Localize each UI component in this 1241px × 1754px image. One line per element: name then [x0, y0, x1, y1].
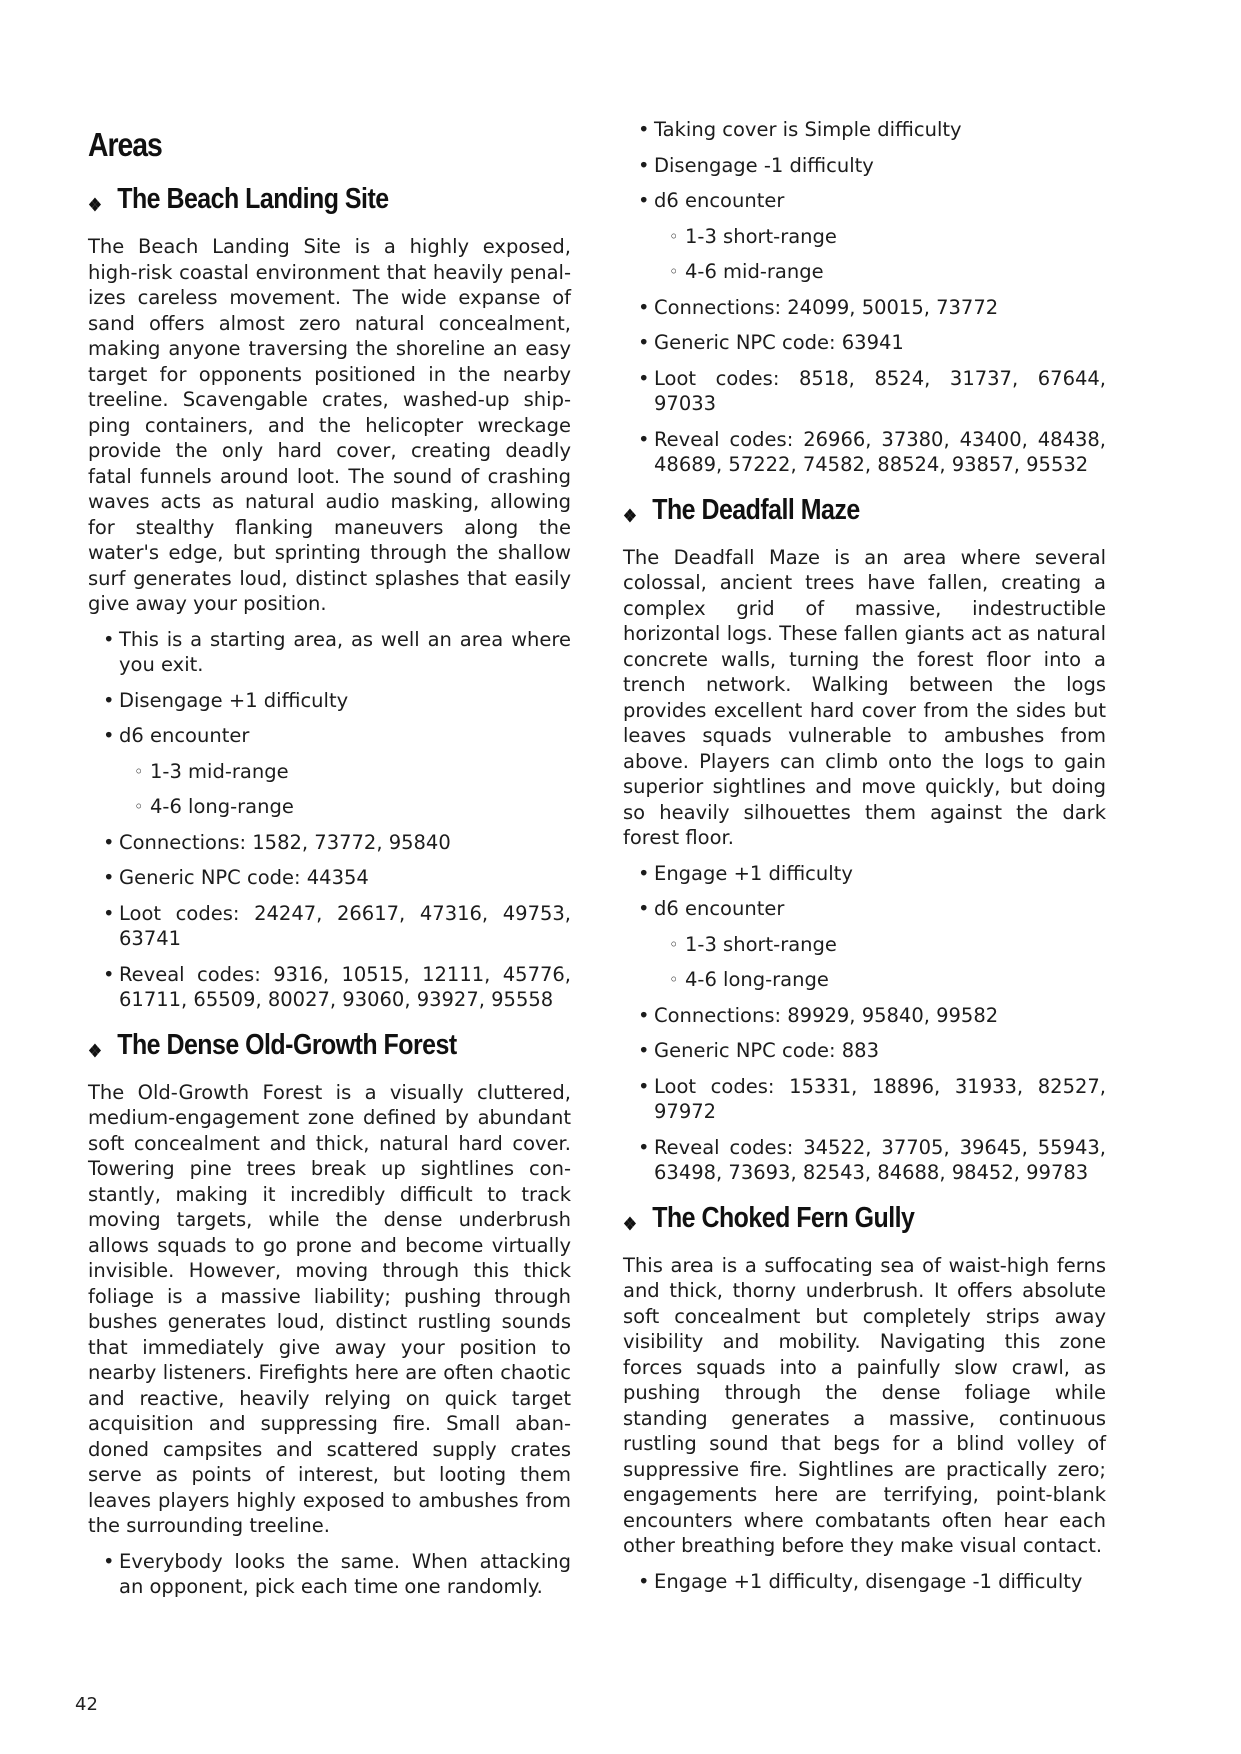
section-heading-text: The Dense Old-Growth Forest: [117, 1028, 457, 1061]
left-sections: [88, 181, 571, 1600]
page-number: 42: [75, 1694, 98, 1715]
list-item: • Loot codes: 8518, 8524, 31737, 67644, 97033: [623, 366, 1106, 417]
section-heading-text: The Beach Landing Site: [117, 183, 389, 215]
sub-list-item: ◦ 4-6 long-range: [88, 794, 571, 820]
list-item: • Loot codes: 24247, 26617, 47316, 49753, 63741: [88, 901, 571, 952]
sub-list-item: ◦ 1-3 mid-range: [88, 759, 571, 785]
bullet-list: [88, 1549, 571, 1600]
list-item: • Engage +1 difficulty: [623, 861, 1106, 887]
list-item: • Engage +1 difficulty, disengage -1 difficulty: [623, 1569, 1106, 1595]
section-heading-inner: [88, 1027, 457, 1066]
list-item: • Generic NPC code: 44354: [88, 865, 571, 891]
diamond-ornament-icon: ❖: [88, 1040, 102, 1061]
section-heading-inner: [88, 181, 389, 220]
bullet-list: [88, 627, 571, 1013]
list-item: • Connections: 1582, 73772, 95840: [88, 830, 571, 856]
list-item: • Reveal codes: 9316, 10515, 12111, 45776, 61711, 65509, 80027, 93060, 93927, 95558: [88, 962, 571, 1013]
section-heading: [88, 1027, 571, 1066]
right-column: [623, 117, 1106, 1604]
list-item: • Reveal codes: 26966, 37380, 43400, 48438, 48689, 57222, 74582, 88524, 93857, 95532: [623, 427, 1106, 478]
sub-list-item: ◦ 4-6 long-range: [623, 967, 1106, 993]
diamond-ornament-icon: ❖: [623, 505, 637, 526]
list-item: • Loot codes: 15331, 18896, 31933, 82527, 97972: [623, 1074, 1106, 1125]
section-paragraph: The Old-Growth Forest is a visually cluttered, medium-engagement zone defined by abundant soft concealment and thick, natural hard cover. Towering pine trees break up sightlines constantly, making it incredibly difficult to track moving targets, while the dense underbrush allows squads to go prone and become virtually invisible. However, moving through this thick foliage is a massive liability; pushing through bushes generates loud, distinct rustling sounds that immediately give away your position to nearby listeners. Firefights here are often chaotic and reactive, heavily relying on quick target acquisition and suppressing fire. Small abandoned campsites and scattered supply crates serve as points of interest, but looting them leaves players highly exposed to ambushes from the surrounding treeline.: [88, 1080, 571, 1537]
sub-list-item: ◦ 4-6 mid-range: [623, 259, 1106, 285]
section-heading-inner: [623, 1200, 914, 1239]
right-sections: [623, 492, 1106, 1595]
continued-bullet-list: [623, 117, 1106, 478]
list-item: • d6 encounter: [88, 723, 571, 749]
section-heading: [88, 181, 571, 220]
left-column: [88, 125, 571, 1610]
list-item: • Disengage -1 difficulty: [623, 153, 1106, 179]
diamond-ornament-icon: ❖: [88, 195, 102, 215]
section-paragraph: The Beach Landing Site is a highly exposed, high-risk coastal environment that heavily penalizes careless movement. The wide expanse of sand offers almost zero natural concealment, making anyone traversing the shoreline an easy target for opponents positioned in the nearby treeline. Scavengable crates, washed-up shipping containers, and the helicopter wreckage provide the only hard cover, creating deadly fatal funnels around loot. The sound of crashing waves acts as natural audio masking, allowing for stealthy flanking maneuvers along the water's edge, but sprinting through the shallow surf generates loud, distinct splashes that easily give away your position.: [88, 235, 571, 615]
section-heading-inner: [623, 492, 860, 531]
list-item: • Disengage +1 difficulty: [88, 688, 571, 714]
list-item: • d6 encounter: [623, 188, 1106, 214]
list-item: • Taking cover is Simple difficulty: [623, 117, 1106, 143]
section-heading-text: The Choked Fern Gully: [652, 1201, 915, 1234]
sub-list-item: ◦ 1-3 short-range: [623, 224, 1106, 250]
page-title: Areas: [88, 126, 162, 163]
list-item: • d6 encounter: [623, 896, 1106, 922]
list-item: • This is a starting area, as well an area where you exit.: [88, 627, 571, 678]
section-heading-text: The Deadfall Maze: [652, 493, 860, 526]
list-item: • Generic NPC code: 883: [623, 1038, 1106, 1064]
list-item: • Connections: 24099, 50015, 73772: [623, 295, 1106, 321]
list-item: • Everybody looks the same. When attacking an opponent, pick each time one randomly.: [88, 1549, 571, 1600]
section-paragraph: The Deadfall Maze is an area where several colossal, ancient trees have fallen, creating a complex grid of massive, indestructible horizontal logs. These fallen giants act as natural concrete walls, turning the forest floor into a trench network. Walking between the logs provides excellent hard cover from the sides but leaves squads vulnerable to ambushes from above. Players can climb onto the logs to gain superior sightlines and move quickly, but doing so heavily silhouettes them against the dark forest floor.: [623, 545, 1106, 849]
section-paragraph: This area is a suffocating sea of waist-high ferns and thick, thorny underbrush. It offers absolute soft concealment but completely strips away visibility and mobility. Navigating this zone forces squads into a painfully slow crawl, as pushing through the dense foliage while standing generates a massive, continuous rustling sound that begs for a blind volley of suppressive fire. Sightlines are practically zero; engagements here are terrifying, point-blank encounters where combatants often hear each other breathing before they make visual contact.: [623, 1253, 1106, 1557]
list-item: • Reveal codes: 34522, 37705, 39645, 55943, 63498, 73693, 82543, 84688, 98452, 99783: [623, 1135, 1106, 1186]
section-heading: [623, 1200, 1106, 1239]
section-heading: [623, 492, 1106, 531]
list-item: • Connections: 89929, 95840, 99582: [623, 1003, 1106, 1029]
list-item: • Generic NPC code: 63941: [623, 330, 1106, 356]
sub-list-item: ◦ 1-3 short-range: [623, 932, 1106, 958]
bullet-list: [623, 861, 1106, 1186]
diamond-ornament-icon: ❖: [623, 1213, 637, 1234]
bullet-list: [623, 1569, 1106, 1595]
